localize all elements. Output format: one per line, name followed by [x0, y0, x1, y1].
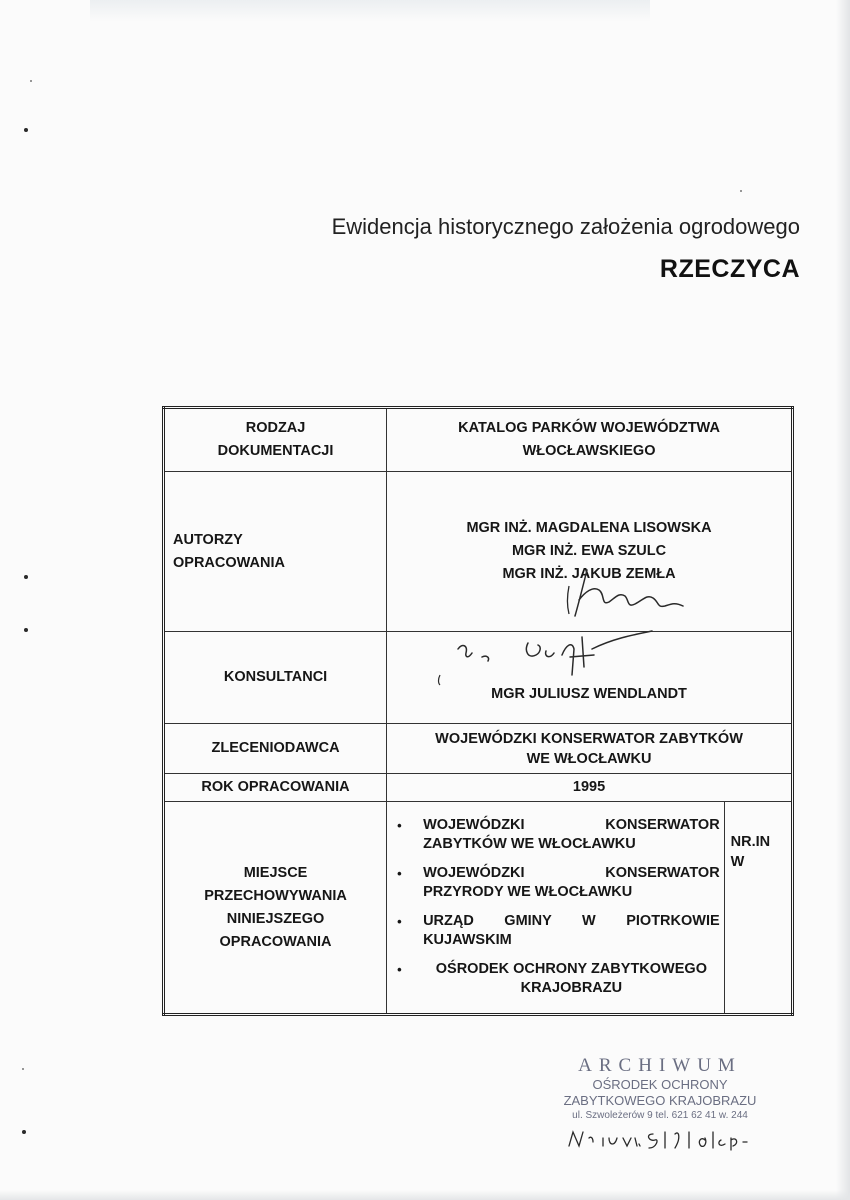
- label-line: OPRACOWANIA: [219, 933, 332, 950]
- list-item: [393, 908, 720, 956]
- scan-speck: [30, 80, 32, 82]
- label-line: AUTORZY: [173, 531, 243, 548]
- scan-speck: [740, 190, 742, 192]
- inventory-number-cell: [724, 802, 792, 1015]
- value-line: KATALOG PARKÓW WOJEWÓDZTWA: [458, 420, 720, 436]
- label-line: PRZECHOWYWANIA: [204, 887, 347, 904]
- list-item: [393, 812, 720, 860]
- bullet-icon: •: [397, 961, 402, 977]
- handwritten-inventory-note: [565, 1126, 765, 1152]
- value-cell-konsultanci: MGR JULIUSZ WENDLANDT: [387, 632, 793, 724]
- binder-hole-mark: [24, 128, 28, 132]
- value-cell-rodzaj: [387, 408, 793, 472]
- table-row: [164, 774, 793, 802]
- table-row: [164, 408, 793, 472]
- value-cell-miejsce: [387, 802, 725, 1015]
- document-title: RZECZYCA: [659, 255, 800, 283]
- storage-place: URZĄD GMINY W PIOTRKOWIE KUJAWSKIM: [423, 912, 720, 948]
- value-cell-zleceniodawca: [387, 724, 793, 774]
- label-line: DOKUMENTACJI: [217, 443, 334, 459]
- stamp-line: OŚRODEK OCHRONY: [592, 1077, 728, 1092]
- scan-edge-bottom: [0, 1190, 850, 1200]
- stamp-line: ZABYTKOWEGO KRAJOBRAZU: [563, 1093, 757, 1108]
- author-name: MGR INŻ. JAKUB ZEMŁA: [502, 566, 676, 582]
- label-cell-rodzaj: [164, 408, 387, 472]
- list-item: [393, 956, 720, 1004]
- nr-inw-line: NR.IN: [730, 834, 771, 850]
- label-line: OPRACOWANIA: [173, 554, 285, 571]
- label-cell-rok: ROK OPRACOWANIA: [164, 774, 387, 802]
- table-row: [164, 724, 793, 774]
- label-cell-konsultanci: KONSULTANCI: [164, 632, 387, 724]
- label-cell-miejsce: [164, 802, 387, 1015]
- binder-hole-mark: [22, 1130, 26, 1134]
- storage-place: WOJEWÓDZKI KONSERWATOR PRZYRODY WE WŁOCŁAWKU: [423, 864, 720, 900]
- scan-edge-top: [90, 0, 650, 22]
- archive-stamp: [555, 1055, 765, 1123]
- bullet-icon: •: [397, 913, 402, 929]
- author-name: MGR INŻ. MAGDALENA LISOWSKA: [466, 520, 712, 536]
- author-signature-scribble: [555, 556, 705, 628]
- label-line: NINIEJSZEGO: [226, 910, 325, 927]
- document-subtitle: Ewidencja historycznego założenia ogrodowego: [331, 214, 800, 239]
- scan-speck: [22, 1068, 24, 1070]
- label-line: MIEJSCE: [243, 864, 308, 881]
- list-item: [393, 860, 720, 908]
- value-line: WŁOCŁAWSKIEGO: [522, 443, 656, 459]
- binder-hole-mark: [24, 628, 28, 632]
- table-row: [164, 802, 793, 1015]
- bullet-icon: •: [397, 817, 402, 833]
- stamp-heading: ARCHIWUM: [578, 1055, 742, 1076]
- value-line: WOJEWÓDZKI KONSERWATOR ZABYTKÓW: [435, 730, 743, 747]
- label-cell-autorzy: [164, 472, 387, 632]
- nr-inw-line: W: [730, 854, 745, 870]
- author-name: MGR INŻ. EWA SZULC: [511, 543, 667, 559]
- binder-hole-mark: [24, 575, 28, 579]
- consultant-signature-scribble: [432, 627, 668, 687]
- storage-place: WOJEWÓDZKI KONSERWATOR ZABYTKÓW WE WŁOCŁAWKU: [423, 816, 720, 852]
- stamp-address: ul. Szwoleżerów 9 tel. 621 62 41 w. 244: [572, 1110, 748, 1121]
- label-cell-zleceniodawca: ZLECENIODAWCA: [164, 724, 387, 774]
- label-line: RODZAJ: [245, 420, 306, 436]
- storage-place: OŚRODEK OCHRONY ZABYTKOWEGO KRAJOBRAZU: [435, 960, 707, 996]
- scan-edge-right: [836, 0, 850, 1200]
- documentation-info-table: [162, 406, 794, 1016]
- value-line: WE WŁOCŁAWKU: [526, 750, 652, 767]
- value-cell-rok: 1995: [387, 774, 793, 802]
- bullet-icon: •: [397, 865, 402, 881]
- storage-places-list: [391, 812, 720, 1004]
